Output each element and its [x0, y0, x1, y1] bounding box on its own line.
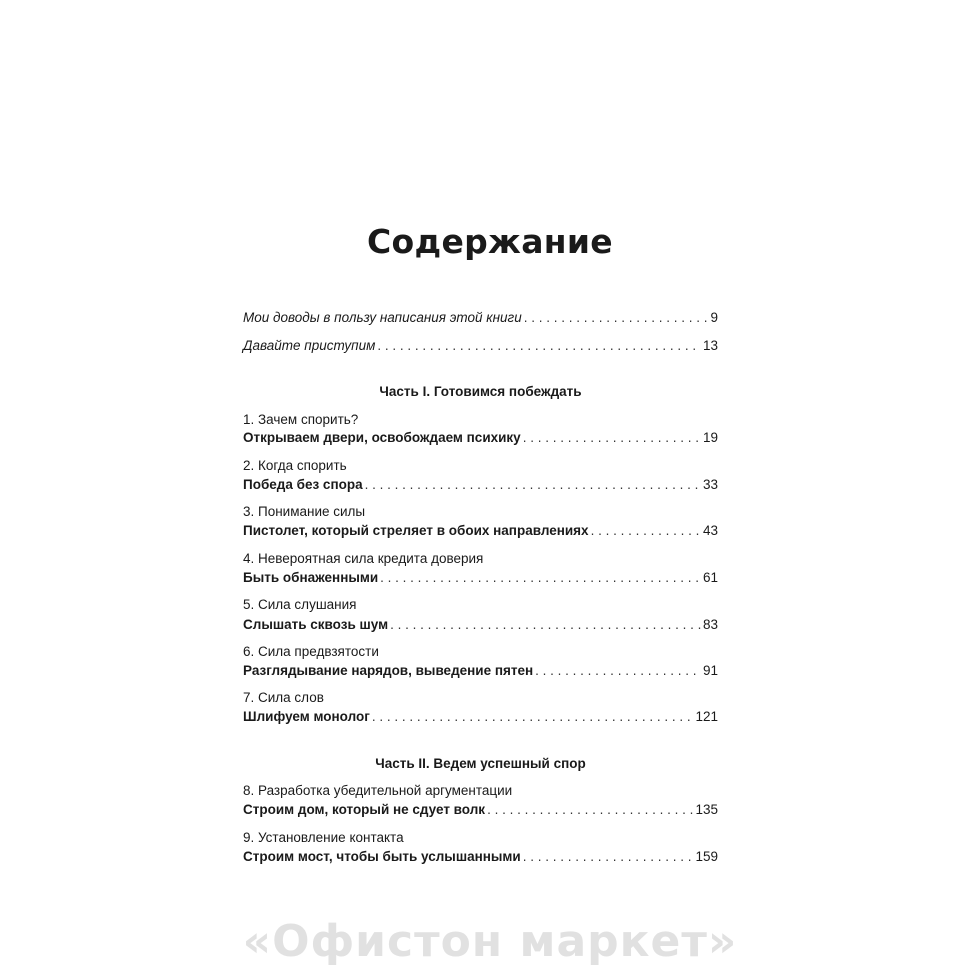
dot-leader	[372, 708, 694, 726]
toc-entry-chapter-8[interactable]	[243, 801, 718, 819]
toc-entry-chapter-1[interactable]	[243, 429, 718, 447]
toc-entry-label: Пистолет, который стреляет в обоих направлениях	[243, 523, 589, 538]
toc-entry-intro-2[interactable]	[243, 337, 718, 355]
chapter-heading: 4. Невероятная сила кредита доверия	[243, 551, 484, 566]
toc-page-number: 9	[710, 310, 718, 325]
dot-leader	[380, 569, 701, 587]
chapter-heading: 7. Сила слов	[243, 690, 324, 705]
toc-page-number: 83	[702, 617, 718, 632]
dot-leader	[390, 616, 701, 634]
toc-page-number: 159	[695, 849, 718, 864]
toc-entry-chapter-9[interactable]	[243, 848, 718, 866]
toc-entry-label: Шлифуем монолог	[243, 709, 370, 724]
part-heading-1: Часть I. Готовимся побеждать	[379, 384, 582, 399]
chapter-heading: 6. Сила предвзятости	[243, 644, 379, 659]
toc-entry-chapter-2[interactable]	[243, 476, 718, 494]
toc-entry-label: Строим дом, который не сдует волк	[243, 802, 486, 817]
chapter-heading: 2. Когда спорить	[243, 458, 347, 473]
dot-leader	[523, 429, 701, 447]
toc-entry-chapter-6[interactable]	[243, 662, 718, 680]
watermark-text: «Офистон маркет»	[242, 916, 738, 967]
dot-leader	[365, 476, 701, 494]
chapter-heading: 8. Разработка убедительной аргументации	[243, 783, 513, 798]
toc-entry-label: Победа без спора	[243, 477, 363, 492]
toc-entry-chapter-4[interactable]	[243, 569, 718, 587]
toc-entry-chapter-5[interactable]	[243, 616, 718, 634]
part-heading-2: Часть II. Ведем успешный спор	[375, 756, 586, 771]
toc-page-number: 43	[702, 523, 718, 538]
toc-page-number: 121	[695, 709, 718, 724]
chapter-heading: 9. Установление контакта	[243, 830, 404, 845]
toc-page-number: 33	[702, 477, 718, 492]
dot-leader	[523, 848, 694, 866]
dot-leader	[524, 309, 709, 327]
dot-leader	[377, 337, 701, 355]
toc-entry-chapter-3[interactable]	[243, 522, 718, 540]
chapter-heading: 3. Понимание силы	[243, 504, 366, 519]
dot-leader	[487, 801, 693, 819]
toc-entry-label: Разглядывание нарядов, выведение пятен	[243, 663, 534, 678]
chapter-heading: 1. Зачем спорить?	[243, 412, 359, 427]
toc-entry-label: Давайте приступим	[243, 338, 376, 353]
chapter-heading: 5. Сила слушания	[243, 597, 357, 612]
toc-entry-label: Быть обнаженными	[243, 570, 379, 585]
toc-entry-label: Мои доводы в пользу написания этой книги	[243, 310, 522, 325]
toc-entry-chapter-7[interactable]	[243, 708, 718, 726]
toc-page-number: 61	[702, 570, 718, 585]
toc-entry-label: Слышать сквозь шум	[243, 617, 389, 632]
toc-page-number: 135	[695, 802, 718, 817]
toc-entry-intro-1[interactable]	[243, 309, 718, 327]
toc-entry-label: Открываем двери, освобождаем психику	[243, 430, 521, 445]
dot-leader	[535, 662, 701, 680]
toc-page-number: 13	[702, 338, 718, 353]
page-title: Содержание	[367, 222, 613, 261]
dot-leader	[591, 522, 701, 540]
toc-page-number: 91	[702, 663, 718, 678]
toc-entry-label: Строим мост, чтобы быть услышанными	[243, 849, 521, 864]
toc-page-number: 19	[702, 430, 718, 445]
